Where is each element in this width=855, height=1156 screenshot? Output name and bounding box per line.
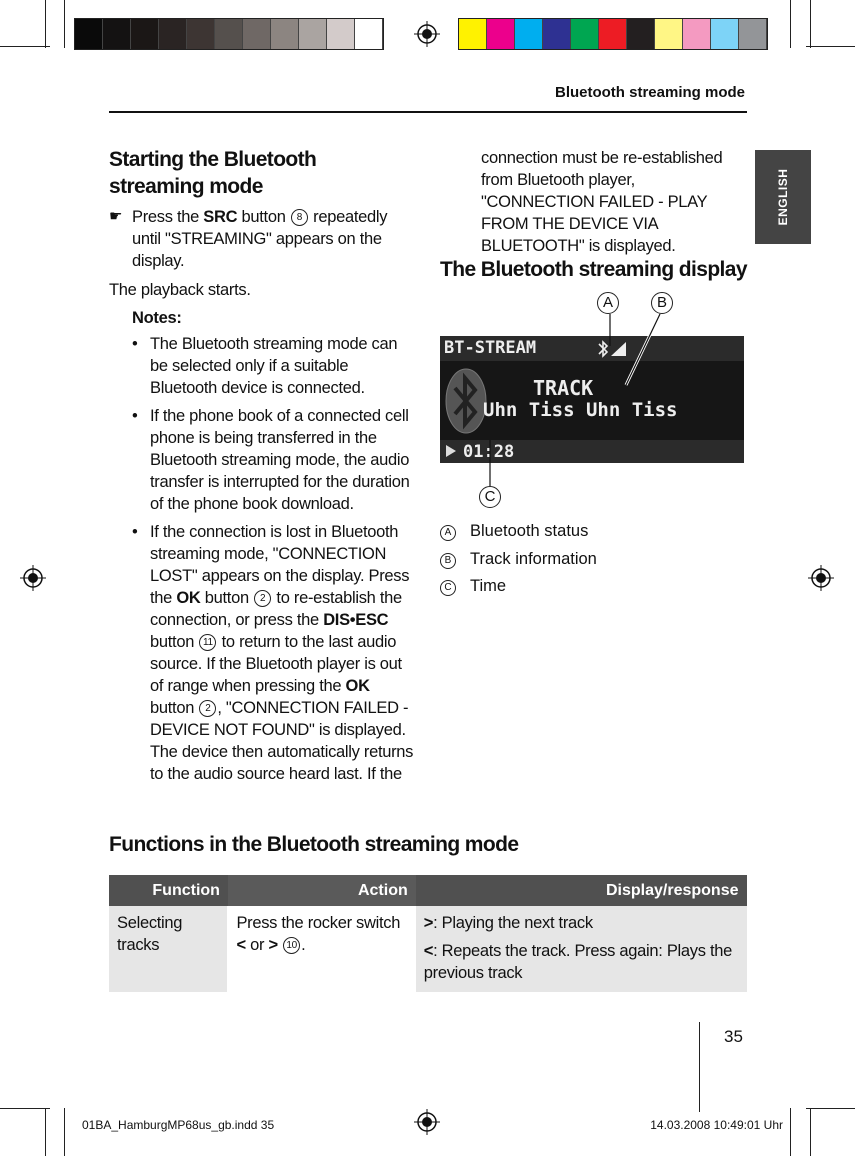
process-swatch	[599, 19, 627, 49]
pointing-hand-icon: ☛	[109, 208, 123, 225]
column-header-action: Action	[228, 875, 416, 906]
note-text: to re-establish the connection, or press the	[150, 589, 402, 629]
legend-label: Track information	[470, 550, 597, 568]
step-text: button	[237, 208, 290, 226]
chevron-left-icon: <	[423, 942, 434, 960]
grayscale-swatch	[243, 19, 271, 49]
dis-esc-key: DIS•ESC	[323, 611, 389, 629]
language-tab-label: ENGLISH	[776, 168, 790, 226]
continuation-text: connection must be re-established from Bluetooth player, "CONNECTION FAILED - PLAY FROM THE DEVICE VIA BLUETOOTH" is displayed.	[481, 149, 723, 255]
callout-c: C	[479, 486, 501, 508]
legend-item	[440, 577, 506, 596]
grayscale-swatch	[75, 19, 103, 49]
display-next-text: : Playing the next track	[433, 914, 593, 932]
cell-function: Selecting tracks	[109, 906, 228, 992]
legend-label: Bluetooth status	[470, 522, 589, 540]
crop-mark	[64, 1108, 65, 1156]
chevron-left-icon: <	[236, 936, 246, 954]
display-source-text: BT-STREAM	[444, 338, 537, 358]
step-text: Press the	[132, 208, 204, 226]
legend-label: Time	[470, 577, 507, 595]
src-key: SRC	[203, 208, 238, 226]
callout-b: B	[651, 292, 673, 314]
display-track-name: Uhn Tiss Uhn Tiss	[483, 399, 678, 421]
cell-action: Press the rocker switch < or > 10 .	[228, 906, 416, 992]
registration-mark-icon	[414, 1109, 440, 1135]
note-item: • The Bluetooth streaming mode can be selected only if a suitable Bluetooth device is connected.	[132, 333, 414, 399]
process-swatch	[627, 19, 655, 49]
grayscale-swatch	[271, 19, 299, 49]
legend-item	[440, 522, 588, 541]
note-item	[132, 521, 414, 785]
legend-item	[440, 550, 597, 569]
note-text: to return to the last audio source. If the Bluetooth player is out of range when pressing the	[150, 633, 402, 695]
action-or: or	[250, 936, 265, 954]
button-number-badge: 8	[291, 209, 308, 226]
note-text: button	[150, 699, 199, 717]
page-number-rule	[699, 1022, 700, 1112]
crop-mark	[0, 1108, 50, 1109]
crop-mark	[45, 1108, 46, 1156]
button-number-badge: 2	[199, 700, 216, 717]
display-track-label: TRACK	[533, 376, 594, 400]
process-swatch	[487, 19, 515, 49]
grayscale-swatch	[131, 19, 159, 49]
process-swatch	[711, 19, 739, 49]
process-swatch	[739, 19, 767, 49]
legend-key: B	[440, 553, 456, 569]
button-number-badge: 2	[254, 590, 271, 607]
table-header-row	[109, 875, 747, 906]
note-item: • If the phone book of a connected cell phone is being transferred in the Bluetooth streaming mode, the audio transfer is interrupted for the duration of the phone book download.	[132, 405, 414, 515]
header-rule	[109, 111, 747, 113]
note-text: , "CONNECTION FAILED - DEVICE NOT FOUND" is displayed. The device then automatically returns to the audio source heard last. If the	[150, 699, 414, 783]
left-column	[109, 146, 414, 791]
display-next	[424, 912, 739, 934]
running-title: Bluetooth streaming mode	[554, 84, 745, 101]
crop-mark	[64, 0, 65, 48]
display-time: 01:28	[463, 442, 515, 462]
slug-date: 14.03.2008 10:49:01 Uhr	[650, 1118, 783, 1132]
action-text: Press the rocker switch	[236, 914, 401, 932]
note-text: button	[200, 589, 254, 607]
grayscale-swatch	[355, 19, 383, 49]
table-row	[109, 906, 747, 992]
notes-heading: Notes:	[132, 309, 182, 327]
crop-mark	[790, 0, 791, 48]
result-text: The playback starts.	[109, 281, 251, 299]
crop-mark	[810, 1108, 811, 1156]
button-number-badge: 10	[283, 937, 300, 954]
callout-a: A	[597, 292, 619, 314]
functions-table	[109, 875, 747, 992]
column-header-function: Function	[109, 875, 228, 906]
process-swatch	[683, 19, 711, 49]
instruction-step	[109, 206, 414, 272]
registration-mark-icon	[414, 21, 440, 47]
cell-display	[416, 906, 747, 992]
process-color-bar	[458, 18, 768, 50]
crop-mark	[806, 46, 855, 47]
crop-mark	[790, 1108, 791, 1156]
chevron-right-icon: >	[268, 936, 278, 954]
ok-key: OK	[176, 589, 201, 607]
ok-key: OK	[345, 677, 370, 695]
crop-mark	[810, 0, 811, 48]
process-swatch	[515, 19, 543, 49]
section-heading-display: The Bluetooth streaming display	[440, 258, 747, 281]
crop-mark	[0, 46, 50, 47]
page-number: 35	[724, 1027, 743, 1046]
chevron-right-icon: >	[423, 914, 434, 932]
crop-mark	[806, 1108, 855, 1109]
legend-key: A	[440, 525, 456, 541]
process-swatch	[543, 19, 571, 49]
process-swatch	[655, 19, 683, 49]
section-heading-functions: Functions in the Bluetooth streaming mode	[109, 833, 519, 856]
registration-mark-icon	[808, 565, 834, 591]
button-number-badge: 11	[199, 634, 216, 651]
display-prev	[424, 940, 739, 984]
notes-list	[109, 333, 414, 785]
grayscale-color-bar	[74, 18, 384, 50]
grayscale-swatch	[159, 19, 187, 49]
grayscale-swatch	[327, 19, 355, 49]
note-text: button	[150, 633, 199, 651]
note-text: If the connection is lost in Bluetooth streaming mode, "CONNECTION LOST" appears on the display. Press the	[150, 523, 410, 607]
display-prev-text: : Repeats the track. Press again: Plays the previous track	[423, 942, 733, 982]
process-swatch	[459, 19, 487, 49]
process-swatch	[571, 19, 599, 49]
grayscale-swatch	[103, 19, 131, 49]
grayscale-swatch	[215, 19, 243, 49]
column-header-display: Display/response	[416, 875, 747, 906]
language-tab	[755, 150, 811, 244]
callout-leader-lines	[440, 290, 744, 520]
grayscale-swatch	[187, 19, 215, 49]
section-heading-start: Starting the Bluetooth streaming mode	[109, 148, 317, 198]
legend-key: C	[440, 580, 456, 596]
slug-file: 01BA_HamburgMP68us_gb.indd 35	[82, 1118, 275, 1132]
grayscale-swatch	[299, 19, 327, 49]
step-text: repeatedly until "STREAMING" appears on the display.	[132, 208, 388, 270]
registration-mark-icon	[20, 565, 46, 591]
crop-mark	[45, 0, 46, 48]
